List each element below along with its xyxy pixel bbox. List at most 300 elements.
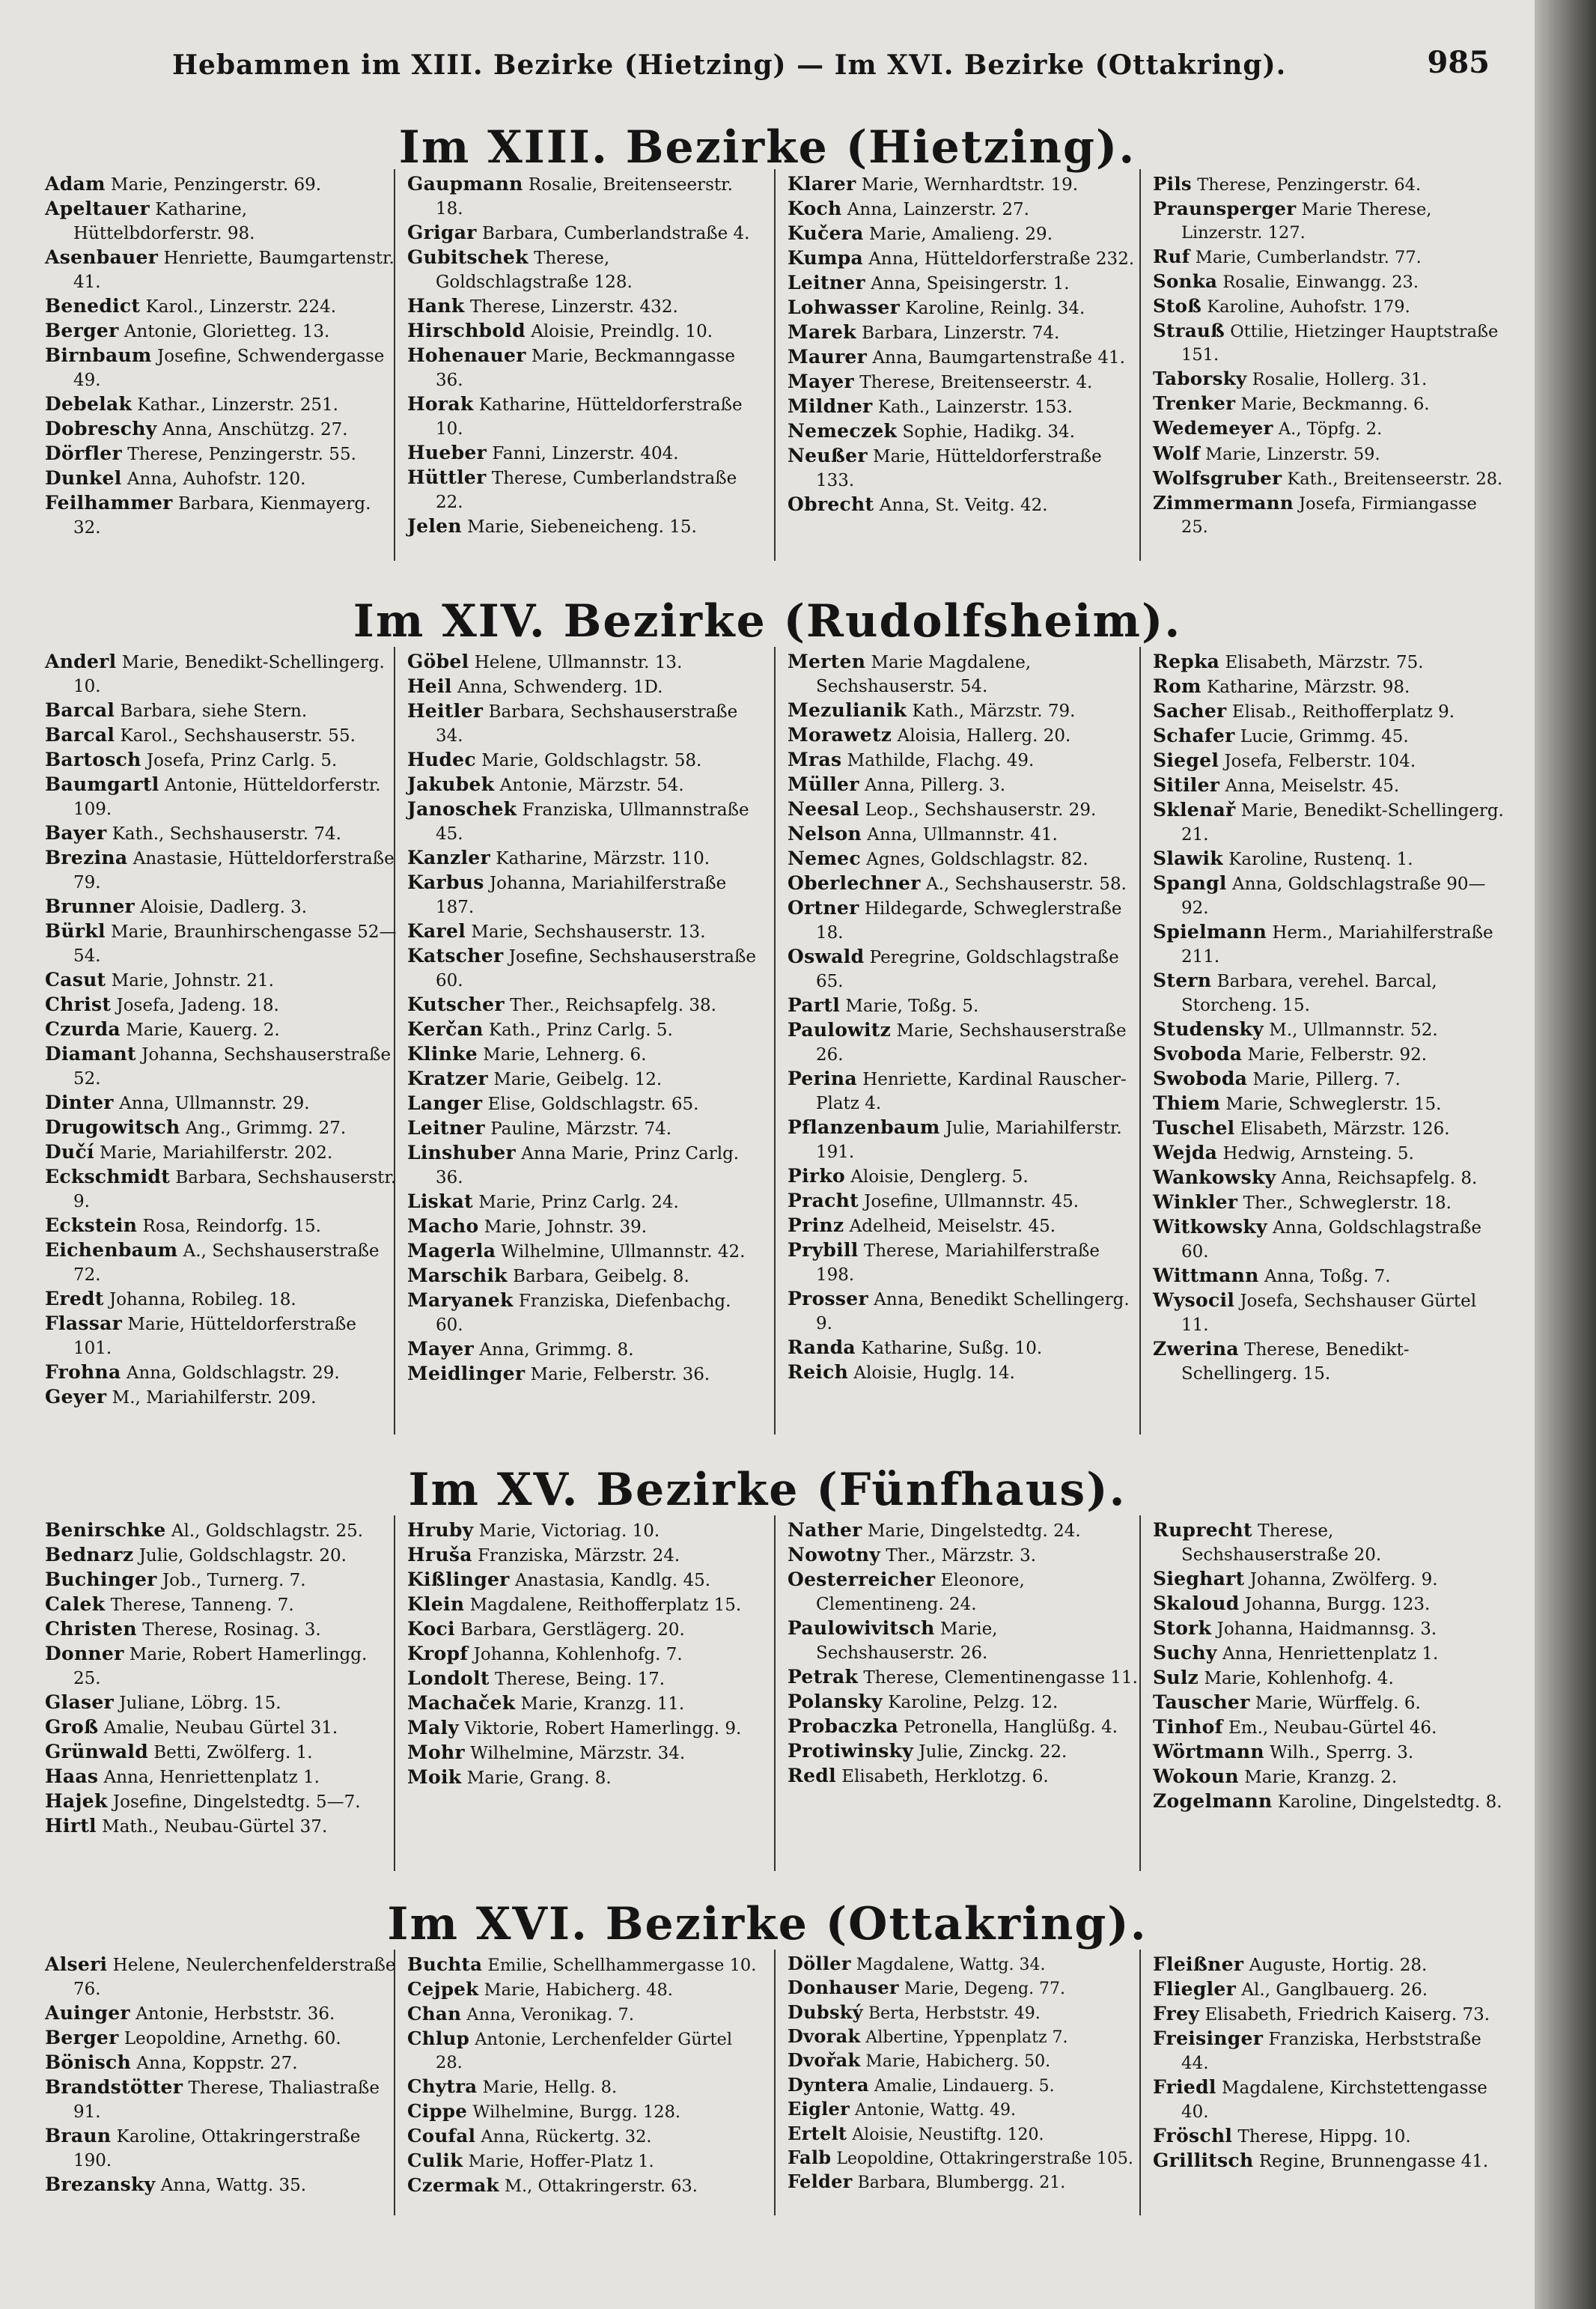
entry-details: Anna, Veronikag. 7.: [466, 2005, 635, 2025]
entry-details: Johanna, Burgg. 123.: [1244, 1595, 1431, 1614]
entry-details: Anna, Pillerg. 3.: [865, 776, 1006, 795]
directory-entry: [45, 1238, 397, 1287]
directory-entry: [788, 395, 1139, 419]
directory-entry: [1153, 1067, 1505, 1092]
entry-details: Al., Goldschlagstr. 25.: [171, 1521, 364, 1541]
entry-details: Henriette, Kardinal Rauscher-Platz 4.: [816, 1070, 1127, 1113]
directory-entry: [407, 1141, 759, 1190]
column-divider: [774, 169, 776, 561]
entry-details: Anna, Speisingerstr. 1.: [871, 274, 1070, 293]
directory-entry: [788, 723, 1139, 748]
entry-surname: Pflanzenbaum: [788, 1116, 940, 1138]
entry-details: Marie, Kranzg. 2.: [1244, 1768, 1398, 1787]
entry-surname: Pracht: [788, 1190, 859, 1211]
entry-details: A., Töpfg. 2.: [1278, 419, 1383, 439]
entry-details: Anna, Lainzerstr. 27.: [847, 200, 1029, 219]
section-title: Im XIV. Bezirke (Rudolfsheim).: [353, 595, 1182, 648]
entry-surname: Pils: [1153, 173, 1193, 195]
directory-entry: [788, 1238, 1139, 1287]
entry-surname: Mras: [788, 749, 842, 770]
entry-surname: Mildner: [788, 395, 873, 417]
entry-details: Em., Neubau-Gürtel 46.: [1228, 1718, 1437, 1738]
directory-entry: [407, 221, 759, 246]
entry-details: Katharine, Hütteldorferstraße 10.: [436, 395, 743, 439]
directory-entry: [1153, 1567, 1505, 1592]
entry-surname: Nowotny: [788, 1544, 881, 1566]
entry-details: Emilie, Schellhammergasse 10.: [487, 1956, 757, 1975]
entry-details: A., Sechshauserstr. 58.: [926, 874, 1127, 894]
entry-surname: Zwerina: [1153, 1338, 1239, 1360]
entry-details: Aloisie, Huglg. 14.: [853, 1363, 1015, 1383]
entry-surname: Oswald: [788, 946, 865, 967]
directory-entry: [407, 1765, 759, 1790]
directory-entry: [407, 1067, 759, 1092]
entry-surname: Strauß: [1153, 320, 1225, 342]
column-divider: [1139, 647, 1141, 1435]
directory-entry: [45, 1543, 397, 1568]
directory-entry: [788, 847, 1139, 871]
directory-entry: [1153, 920, 1505, 969]
entry-surname: Spielmann: [1153, 921, 1267, 943]
entry-surname: Chytra: [407, 2075, 478, 2098]
entry-details: Marie, Sechshauserstr. 13.: [471, 922, 706, 942]
entry-details: Johanna, Robileg. 18.: [109, 1290, 296, 1309]
entry-surname: Siegel: [1153, 749, 1219, 771]
entry-surname: Polansky: [788, 1691, 883, 1712]
directory-entry: [45, 2026, 397, 2051]
directory-entry: [45, 442, 397, 466]
directory-entry: [1153, 969, 1505, 1017]
entry-surname: Calek: [45, 1593, 106, 1615]
entry-details: Mathilde, Flachg. 49.: [847, 751, 1035, 770]
directory-entry: [788, 1287, 1139, 1336]
entry-surname: Döller: [788, 1953, 851, 1974]
directory-entry: [788, 1164, 1139, 1189]
column: [407, 172, 759, 539]
entry-surname: Reich: [788, 1361, 849, 1383]
directory-entry: [407, 2149, 759, 2173]
entry-surname: Taborsky: [1153, 368, 1247, 390]
entry-surname: Grillitsch: [1153, 2150, 1254, 2171]
entry-details: Rosalie, Hollerg. 31.: [1252, 370, 1428, 390]
entry-surname: Hirtl: [45, 1815, 97, 1837]
entry-details: A., Sechshauserstraße 72.: [73, 1241, 380, 1285]
entry-details: Marie, Beckmanngasse 36.: [436, 347, 736, 390]
directory-entry: [45, 2001, 397, 2026]
entry-details: Marie, Dingelstedtg. 24.: [867, 1521, 1081, 1541]
entry-details: Math., Neubau-Gürtel 37.: [102, 1817, 328, 1837]
entry-details: Barbara, verehel. Barcal, Storcheng. 15.: [1181, 972, 1437, 1015]
directory-entry: [45, 172, 397, 197]
entry-surname: Wolf: [1153, 442, 1200, 464]
entry-surname: Paulowivitsch: [788, 1617, 935, 1639]
entry-surname: Eredt: [45, 1288, 104, 1309]
entry-details: Herm., Mariahilferstraße 211.: [1181, 923, 1493, 967]
directory-entry: [788, 1616, 1139, 1665]
entry-details: Wilh., Sperrg. 3.: [1270, 1743, 1414, 1762]
entry-surname: Christ: [45, 994, 112, 1015]
entry-details: Josefine, Sechshauserstraße 60.: [436, 947, 756, 991]
directory-entry: [1153, 1017, 1505, 1042]
column: [1153, 650, 1505, 1386]
entry-details: Antonie, Herbststr. 36.: [135, 2004, 335, 2024]
entry-details: Petronella, Hanglüßg. 4.: [904, 1718, 1118, 1737]
entry-details: Therese, Hippg. 10.: [1237, 2127, 1411, 2147]
entry-surname: Wittmann: [1153, 1265, 1259, 1286]
entry-details: Josefa, Felberstr. 104.: [1224, 752, 1416, 771]
column-divider: [1139, 1950, 1141, 2215]
entry-details: Anna, Goldschlagstraße 90—92.: [1181, 874, 1486, 918]
entry-surname: Benedict: [45, 295, 141, 317]
entry-surname: Adam: [45, 173, 106, 195]
directory-entry: [407, 675, 759, 699]
entry-details: Al., Ganglbauerg. 26.: [1241, 1980, 1428, 2000]
directory-entry: [788, 444, 1139, 493]
entry-details: Karoline, Auhofstr. 179.: [1207, 297, 1410, 317]
entry-details: Anna, Toßg. 7.: [1264, 1267, 1391, 1286]
entry-surname: Karbus: [407, 871, 484, 893]
entry-details: Berta, Herbststr. 49.: [868, 2004, 1041, 2023]
entry-details: Therese, Rosinag. 3.: [142, 1620, 321, 1640]
directory-entry: [407, 797, 759, 846]
entry-surname: Klein: [407, 1593, 465, 1615]
directory-entry: [407, 1337, 759, 1362]
directory-entry: [788, 1739, 1139, 1764]
entry-details: Eleonore, Clementineng. 24.: [816, 1571, 1025, 1614]
entry-details: Ang., Grimmg. 27.: [185, 1119, 347, 1138]
directory-entry: [45, 344, 397, 392]
entry-surname: Svoboda: [1153, 1043, 1243, 1065]
entry-details: Antonie, Hütteldorferstr. 109.: [73, 776, 381, 819]
entry-details: Marie, Geibelg. 12.: [493, 1070, 663, 1089]
column: [407, 650, 759, 1387]
entry-details: Julie, Zinckg. 22.: [919, 1742, 1067, 1762]
directory-entry: [407, 650, 759, 675]
directory-entry: [45, 1592, 397, 1617]
directory-entry: [407, 1042, 759, 1067]
directory-entry: [45, 1518, 397, 1543]
entry-details: Josefine, Dingelstedtg. 5—7.: [112, 1792, 361, 1812]
entry-details: Elisabeth, Herklotzg. 6.: [841, 1767, 1049, 1786]
entry-details: Marie, Prinz Carlg. 24.: [478, 1193, 679, 1212]
section-title: Im XVI. Bezirke (Ottakring).: [387, 1898, 1148, 1950]
entry-details: Magdalene, Kirchstettengasse 40.: [1181, 2078, 1487, 2122]
directory-entry: [45, 1715, 397, 1740]
directory-entry: [788, 748, 1139, 773]
entry-details: Marie, Mariahilferstr. 202.: [100, 1143, 333, 1163]
directory-entry: [407, 1092, 759, 1116]
entry-surname: Ortner: [788, 897, 859, 919]
entry-surname: Wankowsky: [1153, 1166, 1276, 1188]
entry-details: Hildegarde, Schweglerstraße 18.: [816, 899, 1122, 943]
entry-details: Anna, Henriettenplatz 1.: [1222, 1644, 1439, 1664]
entry-surname: Wedemeyer: [1153, 417, 1273, 439]
directory-entry: [407, 441, 759, 466]
entry-details: Marie, Lehnerg. 6.: [483, 1045, 647, 1065]
running-header: [67, 45, 1490, 94]
directory-entry: [788, 1665, 1139, 1690]
entry-details: Franziska, Herbststraße 44.: [1181, 2030, 1481, 2073]
column: [788, 1518, 1139, 1789]
directory-entry: [1153, 1953, 1505, 1977]
entry-details: Julie, Goldschlagstr. 20.: [138, 1546, 347, 1566]
entry-surname: Auinger: [45, 2002, 130, 2024]
entry-details: Therese, Penzingerstr. 64.: [1197, 175, 1422, 195]
directory-entry: [788, 2123, 1139, 2147]
directory-entry: [407, 1289, 759, 1337]
page-number: 985: [1427, 45, 1490, 80]
directory-entry: [407, 466, 759, 514]
entry-surname: Prosser: [788, 1288, 868, 1309]
directory-entry: [407, 1617, 759, 1642]
entry-surname: Sacher: [1153, 700, 1227, 722]
entry-surname: Haas: [45, 1765, 99, 1787]
directory-entry: [788, 1543, 1139, 1568]
entry-surname: Maryanek: [407, 1289, 514, 1311]
entry-surname: Berger: [45, 320, 119, 341]
entry-details: Marie, Hoffer-Platz 1.: [468, 2152, 654, 2172]
directory-entry: [788, 1360, 1139, 1385]
column-divider: [1139, 1515, 1141, 1871]
directory-entry: [407, 2075, 759, 2099]
entry-details: Peregrine, Goldschlagstraße 65.: [816, 948, 1119, 991]
entry-surname: Brunner: [45, 895, 135, 917]
directory-entry: [788, 994, 1139, 1018]
entry-surname: Czermak: [407, 2174, 499, 2197]
entry-details: Marie, Hellg. 8.: [482, 2078, 618, 2098]
entry-details: Therese, Sechshauserstraße 20.: [1181, 1521, 1382, 1565]
entry-surname: Benirschke: [45, 1519, 166, 1541]
entry-details: Rosalie, Breitenseerstr. 18.: [436, 175, 733, 219]
entry-details: Helene, Neulerchenfelderstraße 76.: [73, 1956, 396, 1999]
entry-details: Anna, Goldschlagstraße 60.: [1181, 1218, 1482, 1262]
entry-details: Antonie, Lerchenfelder Gürtel 28.: [436, 2030, 733, 2073]
entry-surname: Casut: [45, 969, 106, 991]
entry-details: Katharine, Märzstr. 110.: [496, 849, 710, 868]
directory-entry: [407, 1116, 759, 1141]
directory-entry: [1153, 724, 1505, 749]
entry-details: Magdalene, Wattg. 34.: [856, 1956, 1046, 1974]
entry-surname: Chan: [407, 2003, 462, 2025]
entry-surname: Petrak: [788, 1666, 859, 1688]
directory-entry: [788, 650, 1139, 699]
entry-details: Ther., Reichsapfelg. 38.: [510, 996, 716, 1015]
directory-entry: [45, 2051, 397, 2075]
entry-surname: Grünwald: [45, 1741, 148, 1762]
entry-surname: Hohenauer: [407, 344, 526, 366]
directory-entry: [1153, 197, 1505, 245]
entry-surname: Dinter: [45, 1092, 114, 1113]
entry-details: Marie, Degeng. 77.: [904, 1980, 1066, 1999]
entry-surname: Frohna: [45, 1361, 121, 1383]
directory-entry: [1153, 294, 1505, 319]
directory-entry: [45, 993, 397, 1017]
entry-details: Marie, Siebeneicheng. 15.: [467, 517, 697, 537]
directory-entry: [788, 271, 1139, 296]
entry-details: Karoline, Ottakringerstraße 190.: [73, 2127, 361, 2170]
directory-entry: [1153, 1666, 1505, 1691]
directory-entry: [407, 294, 759, 319]
directory-entry: [45, 1091, 397, 1116]
entry-details: Anna, Wattg. 35.: [160, 2176, 307, 2195]
entry-details: Marie, Toßg. 5.: [845, 997, 979, 1016]
entry-details: Barbara, Sechshauserstraße 34.: [436, 702, 738, 746]
directory-entry: [1153, 1337, 1505, 1386]
directory-entry: [1153, 1715, 1505, 1740]
directory-entry: [45, 699, 397, 723]
entry-surname: Wolfsgruber: [1153, 466, 1282, 489]
entry-details: Elisabeth, Friedrich Kaiserg. 73.: [1204, 2005, 1490, 2024]
entry-details: Anna, Baumgartenstraße 41.: [872, 348, 1125, 368]
entry-surname: Marschik: [407, 1265, 508, 1286]
directory-entry: [1153, 650, 1505, 675]
directory-entry: [45, 1140, 397, 1165]
directory-entry: [788, 1690, 1139, 1715]
entry-details: Wilhelmine, Burgg. 128.: [472, 2102, 681, 2123]
directory-entry: [788, 1189, 1139, 1214]
directory-entry: [407, 1667, 759, 1691]
directory-entry: [1153, 2002, 1505, 2027]
column-divider: [774, 647, 776, 1435]
entry-surname: Neußer: [788, 445, 868, 466]
entry-surname: Karel: [407, 920, 466, 942]
directory-entry: [407, 699, 759, 748]
entry-surname: Buchta: [407, 1953, 483, 1975]
directory-entry: [788, 2147, 1139, 2170]
entry-surname: Oesterreicher: [788, 1569, 936, 1590]
entry-surname: Mayer: [407, 1338, 474, 1360]
directory-entry: [407, 1017, 759, 1042]
entry-surname: Geyer: [45, 1386, 107, 1408]
entry-surname: Protiwinsky: [788, 1740, 914, 1762]
directory-entry: [788, 1715, 1139, 1739]
entry-surname: Repka: [1153, 651, 1220, 672]
directory-entry: [788, 773, 1139, 797]
entry-surname: Zogelmann: [1153, 1790, 1273, 1812]
entry-details: Anastasie, Hütteldorferstraße 79.: [73, 849, 395, 892]
entry-surname: Stork: [1153, 1617, 1212, 1639]
entry-surname: Probaczka: [788, 1715, 898, 1737]
directory-entry: [788, 945, 1139, 994]
directory-entry: [407, 2002, 759, 2027]
entry-details: Josefa, Prinz Carlg. 5.: [146, 751, 338, 770]
entry-surname: Neesal: [788, 798, 860, 820]
entry-surname: Fröschl: [1153, 2125, 1233, 2147]
entry-surname: Prinz: [788, 1214, 844, 1236]
entry-surname: Kanzler: [407, 847, 490, 868]
directory-entry: [788, 1018, 1139, 1067]
directory-entry: [407, 1239, 759, 1264]
entry-surname: Hudec: [407, 749, 476, 770]
directory-entry: [1153, 1641, 1505, 1666]
entry-surname: Suchy: [1153, 1642, 1217, 1664]
entry-details: Karoline, Pelzg. 12.: [888, 1693, 1059, 1712]
directory-entry: [45, 846, 397, 895]
entry-details: Ottilie, Hietzinger Hauptstraße 151.: [1181, 322, 1499, 365]
entry-surname: Fleißner: [1153, 1953, 1244, 1975]
entry-details: Marie, Goldschlagstr. 58.: [481, 751, 702, 770]
entry-details: Marie, Benedikt-Schellingerg. 10.: [73, 653, 385, 696]
entry-surname: Maurer: [788, 346, 868, 368]
entry-details: Elisabeth, Märzstr. 126.: [1240, 1119, 1450, 1139]
directory-entry: [407, 344, 759, 392]
entry-surname: Hüttler: [407, 466, 487, 488]
entry-details: Barbara, Sechshauserstr. 9.: [73, 1168, 397, 1211]
entry-details: Anna, Henriettenplatz 1.: [103, 1768, 320, 1787]
entry-details: Anna, Schwenderg. 1D.: [457, 678, 663, 697]
entry-details: Regine, Brunnengasse 41.: [1258, 2152, 1489, 2171]
entry-surname: Stern: [1153, 970, 1212, 991]
directory-entry: [407, 773, 759, 797]
entry-surname: Müller: [788, 773, 859, 795]
directory-entry: [407, 2027, 759, 2075]
entry-surname: Eckschmidt: [45, 1166, 171, 1187]
directory-entry: [1153, 871, 1505, 920]
entry-details: Rosa, Reindorfg. 15.: [142, 1217, 321, 1236]
directory-entry: [45, 1165, 397, 1214]
entry-details: Therese, Being. 17.: [495, 1670, 665, 1689]
directory-entry: [45, 319, 397, 344]
directory-entry: [1153, 1518, 1505, 1567]
entry-surname: Machaček: [407, 1692, 516, 1714]
entry-details: Franziska, Märzstr. 24.: [478, 1546, 680, 1566]
entry-surname: Tuschel: [1153, 1117, 1235, 1139]
entry-details: Marie, Habicherg. 50.: [865, 2052, 1051, 2072]
directory-entry: [45, 2075, 397, 2124]
entry-surname: Perina: [788, 1068, 857, 1089]
entry-surname: Bayer: [45, 822, 107, 844]
entry-details: Marie, Sechshauserstr. 26.: [816, 1619, 998, 1663]
entry-surname: Oberlechner: [788, 872, 921, 894]
entry-surname: Braun: [45, 2125, 112, 2147]
directory-entry: [1153, 1092, 1505, 1116]
directory-entry: [1153, 319, 1505, 367]
entry-surname: Leitner: [407, 1117, 485, 1139]
entry-details: Marie, Braunhirschengasse 52—54.: [73, 922, 397, 966]
entry-details: Hedwig, Arnsteing. 5.: [1222, 1144, 1414, 1163]
directory-entry: [1153, 2027, 1505, 2075]
entry-surname: Nemeczek: [788, 420, 898, 442]
directory-entry: [407, 2173, 759, 2198]
directory-entry: [45, 1312, 397, 1360]
directory-entry: [407, 919, 759, 944]
entry-details: Elisab., Reithofferplatz 9.: [1231, 702, 1455, 722]
entry-details: Elisabeth, Märzstr. 75.: [1225, 653, 1424, 672]
directory-entry: [45, 246, 397, 294]
entry-surname: Sitiler: [1153, 774, 1220, 796]
entry-surname: Ruf: [1153, 246, 1190, 268]
directory-entry: [788, 1518, 1139, 1543]
directory-entry: [1153, 442, 1505, 466]
entry-details: Agnes, Goldschlagstr. 82.: [866, 850, 1088, 869]
directory-entry: [407, 1691, 759, 1716]
directory-entry: [1153, 367, 1505, 392]
entry-surname: Hueber: [407, 442, 487, 463]
entry-surname: Kerčan: [407, 1018, 484, 1040]
entry-details: Barbara, Blumbergg. 21.: [857, 2173, 1066, 2193]
entry-surname: Lohwasser: [788, 296, 901, 318]
entry-details: M., Mariahilferstr. 209.: [112, 1388, 317, 1408]
directory-entry: [45, 773, 397, 821]
directory-entry: [45, 919, 397, 968]
entry-surname: Witkowsky: [1153, 1216, 1267, 1238]
directory-entry: [1153, 416, 1505, 441]
column-divider: [1139, 169, 1141, 561]
entry-details: Therese, Goldschlagstraße 128.: [436, 249, 633, 292]
directory-entry: [1153, 1977, 1505, 2002]
entry-details: Marie, Linzerstr. 59.: [1205, 444, 1380, 464]
directory-entry: [1153, 1789, 1505, 1814]
